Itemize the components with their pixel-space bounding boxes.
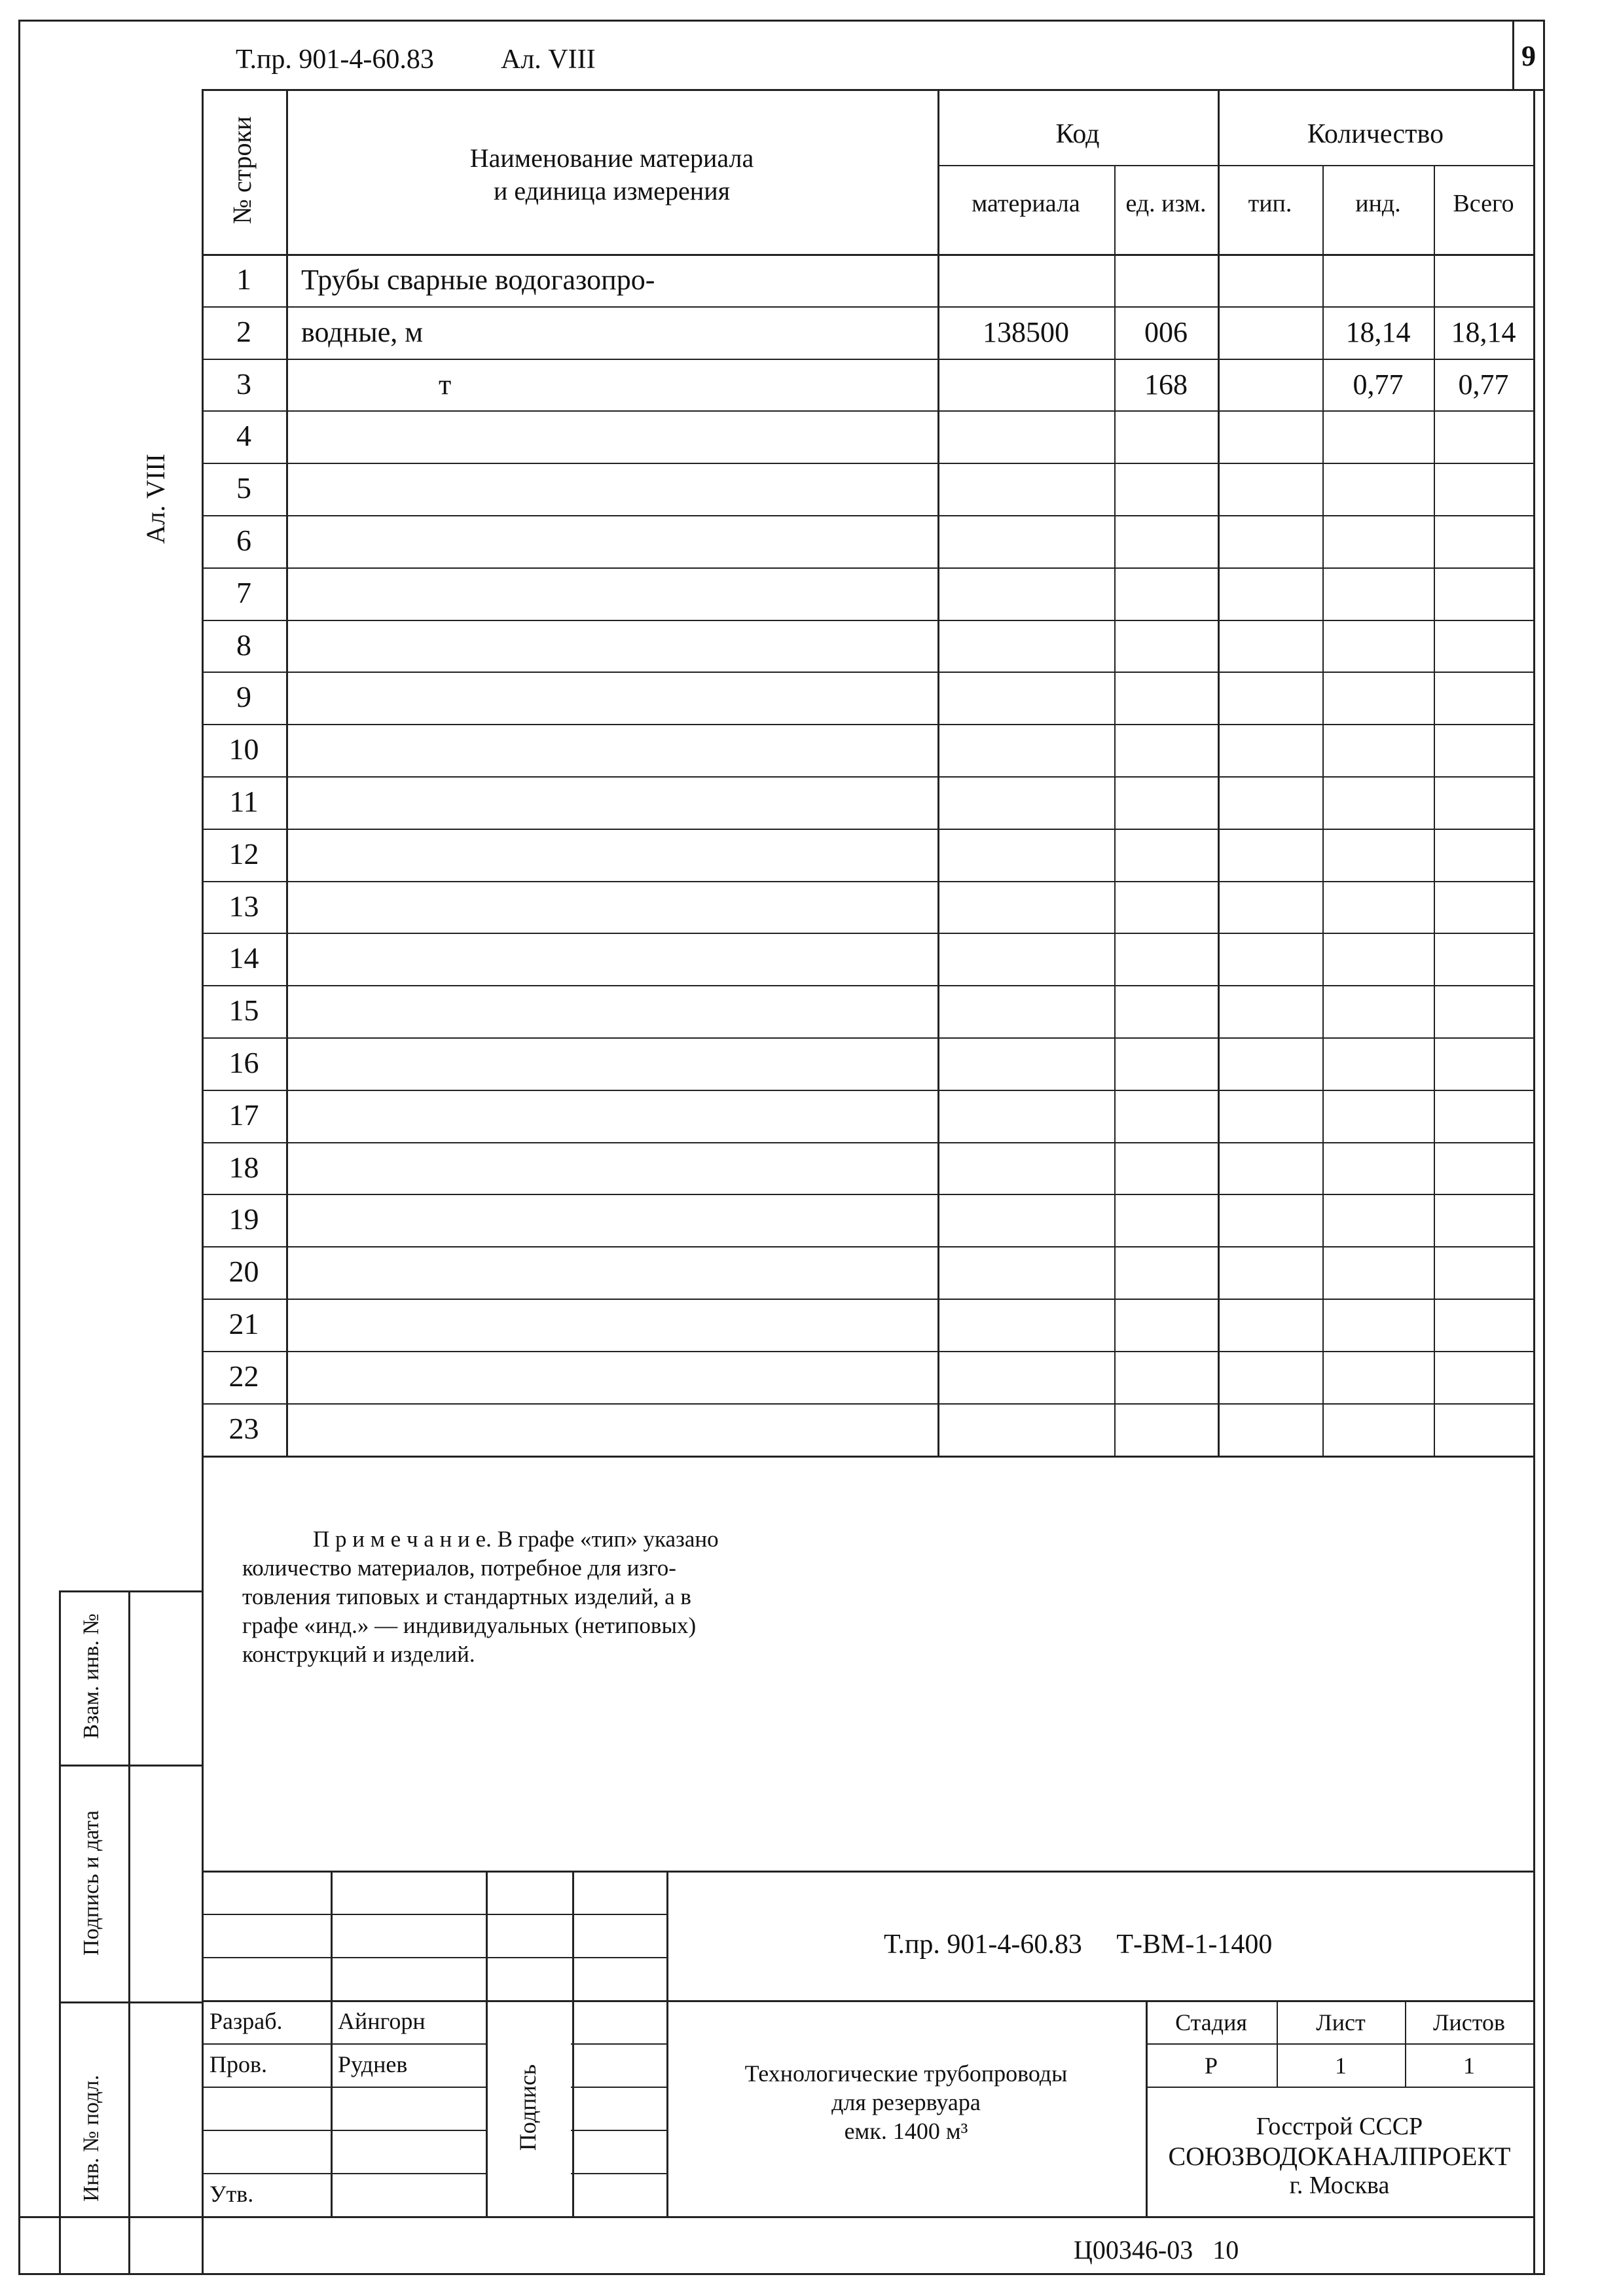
row-divider [202,515,1533,516]
stamp-title-2: для резервуара [831,2089,981,2115]
stamp-list: 1 [1335,2053,1347,2079]
content-top-border [202,89,1512,91]
row-divider [202,1142,1533,1143]
row-divider [202,829,1533,830]
col-header-kod: Код [1055,119,1100,149]
stamp-col-4 [666,1871,668,2216]
row-divider [202,1403,1533,1405]
row-number: 14 [228,941,259,975]
col-header-kod-unit: ед. изм. [1125,190,1207,217]
row-number: 17 [228,1098,259,1132]
stamp-title-3: емк. 1400 м³ [844,2118,968,2144]
note-line-3: товления типовых и стандартных изделий, а в [242,1584,691,1609]
row-name: Трубы сварные водогазопро- [301,264,655,296]
row-mat: 138500 [983,315,1069,348]
col-line-1 [286,89,288,1457]
content-right-border [1533,89,1535,2275]
row-divider [202,933,1533,934]
stamp-list-label: Лист [1316,2009,1366,2036]
col-header-qty-total: Всего [1453,190,1514,217]
header-sub-line [937,165,1533,166]
col-line-4 [1218,89,1220,1457]
stamp-listov-label: Листов [1433,2009,1505,2036]
stamp-right-row-1 [1146,2043,1533,2045]
note-line-2: количество материалов, потребное для изго- [242,1555,676,1581]
row-divider [202,672,1533,673]
row-ind: 18,14 [1345,315,1411,348]
row-divider [202,1246,1533,1247]
row-number: 21 [228,1307,259,1340]
side-inv-podl: Инв. № подл. [79,2075,103,2202]
stamp-prov-label: Пров. [209,2051,267,2077]
header-doc-ref: Т.пр. 901-4-60.83 [236,45,434,75]
table-bottom-line [202,1456,1533,1458]
row-divider [202,724,1533,725]
note-line-5: конструкций и изделий. [242,1641,475,1667]
note-line-1 [242,1525,805,1554]
row-number: 4 [236,419,251,453]
stamp-row-4 [202,2043,666,2045]
row-divider [202,306,1533,308]
row-total: 18,14 [1451,315,1516,348]
note-text-1: В графе «тип» указано [497,1526,719,1552]
row-divider [202,359,1533,360]
stamp-row-3 [202,2000,1533,2002]
stamp-podpis-label: Подпись [515,2064,541,2151]
col-header-qty-ind: инд. [1355,190,1401,217]
header-bottom-line [202,254,1533,256]
stamp-bottom [18,2216,1533,2218]
row-divider [202,1090,1533,1091]
row-number: 20 [228,1255,259,1289]
col-header-kod-material: материала [972,190,1080,217]
col-header-qty-tip: тип. [1248,190,1292,217]
note-label: П р и м е ч а н и е. [313,1526,492,1552]
row-number: 13 [228,889,259,923]
row-divider [202,776,1533,778]
row-number: 18 [228,1150,259,1184]
row-divider [202,881,1533,882]
stamp-row-7 [202,2173,666,2174]
row-number: 9 [236,680,251,714]
stamp-org-3: г. Москва [1289,2172,1390,2199]
side-vzam-inv: Взам. инв. № [79,1613,103,1739]
page-number-divider-h [1512,89,1545,91]
stamp-row-5 [202,2087,666,2088]
stamp-prov-name: Руднев [338,2051,408,2077]
row-divider [202,1037,1533,1039]
note-block [242,1525,805,1669]
stamp-listov: 1 [1463,2053,1475,2079]
col-header-name-2: и единица измерения [493,176,731,206]
col-header-name-1: Наименование материала [469,143,754,173]
stamp-stadiya: Р [1204,2053,1218,2079]
header-album: Ал. VIII [501,45,596,75]
stamp-org-2: СОЮЗВОДОКАНАЛПРОЕКТ [1168,2142,1511,2171]
row-name: т [439,368,452,401]
stamp-razrab-label: Разраб. [209,2008,283,2034]
row-divider [202,1194,1533,1195]
row-divider [202,1351,1533,1352]
note-line-4: графе «инд.» — индивидуальных (нетиповых) [242,1613,697,1638]
stamp-title-1: Технологические трубопроводы [744,2060,1068,2087]
side-stamp-line-1 [59,1765,202,1767]
stamp-row-1 [202,1914,666,1915]
stamp-designation: Т.пр. 901-4-60.83 Т-ВМ-1-1400 [884,1929,1273,1960]
side-podpis-data: Подпись и дата [79,1810,103,1956]
row-unit: 006 [1144,315,1188,348]
row-number: 8 [236,628,251,662]
row-number: 23 [228,1411,259,1445]
stamp-org-1: Госстрой СССР [1256,2113,1423,2140]
row-unit: 168 [1144,368,1188,401]
row-number: 3 [236,367,251,401]
col-header-row-number: № строки [227,116,257,224]
row-number: 6 [236,524,251,557]
stamp-right-row-2 [1146,2087,1533,2088]
side-stamp-left [59,1590,61,2275]
row-number: 7 [236,575,251,609]
row-number: 19 [228,1202,259,1236]
stamp-stadiya-label: Стадия [1175,2009,1247,2036]
col-line-2 [937,89,939,1457]
footer-code: Ц00346-03 10 [1074,2235,1239,2265]
stamp-col-1 [331,1871,333,2216]
side-stamp-line-2 [59,2001,202,2003]
row-number: 11 [229,785,259,818]
stamp-row-2 [202,1957,666,1958]
page-number: 9 [1521,40,1536,72]
side-stamp-mid [128,1590,130,2275]
row-name: водные, м [301,315,424,348]
stamp-top [202,1871,1533,1873]
row-number: 15 [228,994,259,1028]
row-number: 5 [236,471,251,505]
stamp-utv-label: Утв. [209,2181,254,2207]
row-number: 2 [236,314,251,348]
row-number: 12 [228,836,259,870]
side-album-label: Ал. VIII [141,454,170,544]
stamp-razrab-name: Айнгорн [338,2008,426,2034]
row-divider [202,985,1533,986]
col-header-qty: Количество [1307,119,1444,149]
stamp-row-6 [202,2130,666,2131]
row-divider [202,620,1533,621]
row-number: 10 [228,732,259,766]
row-ind: 0,77 [1353,368,1404,401]
row-divider [202,410,1533,412]
stamp-col-3 [572,1871,574,2216]
row-number: 16 [228,1046,259,1079]
row-divider [202,567,1533,569]
row-number: 22 [228,1359,259,1393]
row-divider [202,463,1533,464]
row-divider [202,1299,1533,1300]
side-stamp-top [59,1590,202,1592]
row-number: 1 [236,262,251,296]
row-total: 0,77 [1458,368,1509,401]
